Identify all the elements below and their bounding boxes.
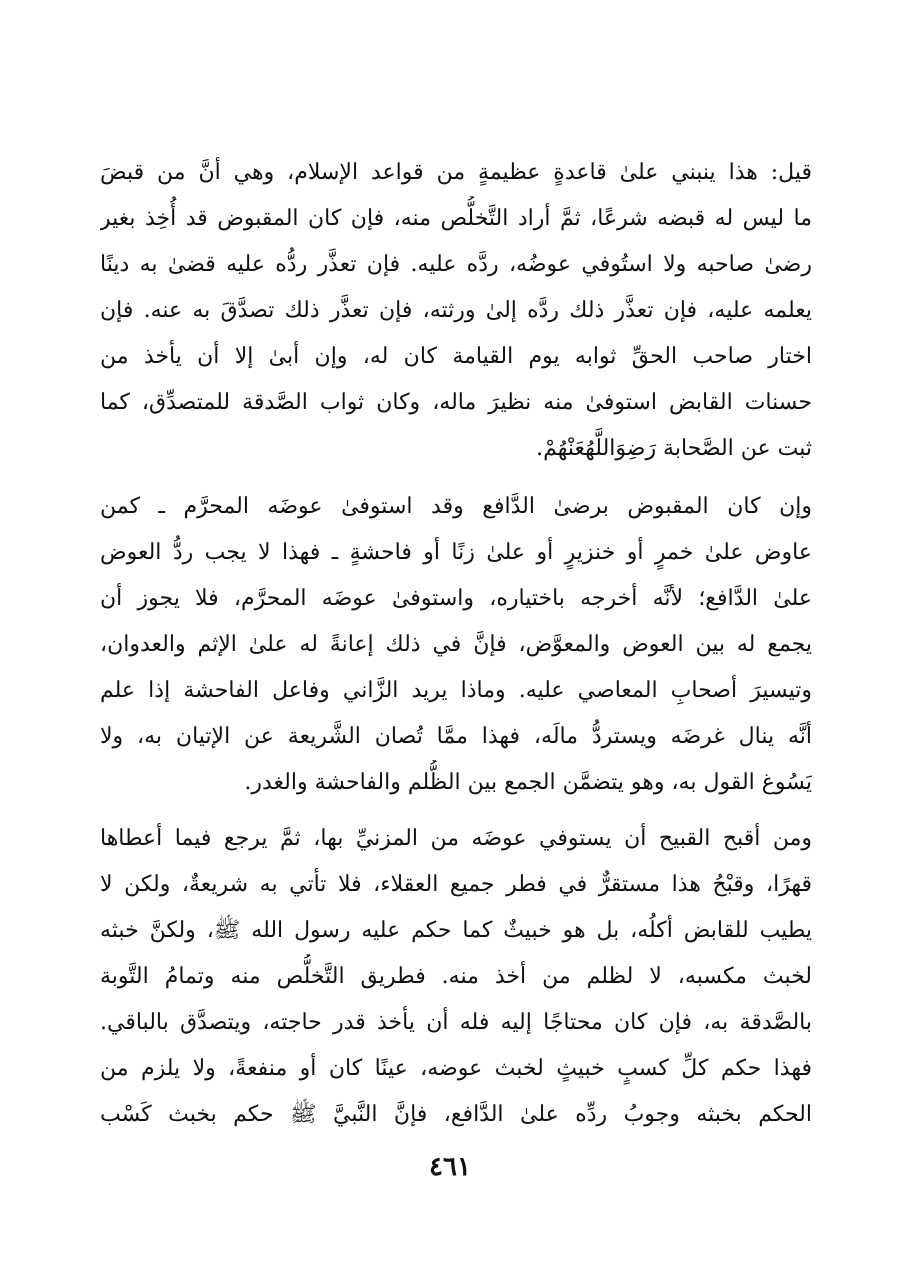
paragraph-line: حسنات القابض استوفىٰ منه نظيرَ ماله، وكان ثواب الصَّدقة للمتصدِّق، كما bbox=[100, 390, 812, 415]
paragraph-line: بالصَّدقة به، فإن كان محتاجًا إليه فله أن يأخذ قدر حاجته، ويتصدَّق بالباقي. bbox=[100, 1010, 812, 1035]
paragraph-line: يَسُوغ القول به، وهو يتضمَّن الجمع بين الظُّلم والفاحشة والغدر. bbox=[244, 770, 812, 795]
paragraph-line: ثبت عن الصَّحابة رَضِوَاللَّهُعَنْهُمْ. bbox=[536, 436, 812, 461]
paragraph-line: ما ليس له قبضه شرعًا، ثمَّ أراد التَّخلُّص منه، فإن كان المقبوض قد أُخِذ بغير bbox=[100, 206, 812, 231]
paragraph-line: وإن كان المقبوض برضىٰ الدَّافع وقد استوفىٰ عوضَه المحرَّم ـ كمن bbox=[100, 494, 812, 519]
paragraph-line: وتيسيرَ أصحابِ المعاصي عليه. وماذا يريد الزَّاني وفاعل الفاحشة إذا علم bbox=[100, 678, 812, 703]
paragraph-3 bbox=[100, 816, 812, 1138]
paragraph-line: قهرًا، وقبْحُ هذا مستقرٌّ في فطر جميع العقلاء، فلا تأتي به شريعةٌ، ولكن لا bbox=[100, 872, 812, 897]
paragraph-line: يجمع له بين العوض والمعوَّض، فإنَّ في ذلك إعانةً له علىٰ الإثم والعدوان، bbox=[100, 632, 812, 657]
paragraph-line: الحكم بخبثه وجوبُ ردِّه علىٰ الدَّافع، فإنَّ النَّبيَّ ﷺ حكم بخبث كَسْب bbox=[100, 1102, 812, 1127]
paragraph-line: علىٰ الدَّافع؛ لأنَّه أخرجه باختياره، واستوفىٰ عوضَه المحرَّم، فلا يجوز أن bbox=[100, 586, 812, 611]
paragraph-line: رضىٰ صاحبه ولا استُوفي عوضُه، ردَّه عليه. فإن تعذَّر ردُّه عليه قضىٰ به دينًا bbox=[100, 252, 812, 277]
paragraph-line: اختار صاحب الحقِّ ثوابه يوم القيامة كان له، وإن أبىٰ إلا أن يأخذ من bbox=[100, 344, 812, 369]
paragraph-1 bbox=[100, 150, 812, 472]
paragraph-line: عاوض علىٰ خمرٍ أو خنزيرٍ أو علىٰ زنًا أو فاحشةٍ ـ فهذا لا يجب ردُّ العوض bbox=[100, 540, 812, 565]
paragraph-line: قيل: هذا ينبني علىٰ قاعدةٍ عظيمةٍ من قواعد الإسلام، وهي أنَّ من قبضَ bbox=[100, 160, 812, 185]
paragraph-2 bbox=[100, 484, 812, 806]
paragraph-line: أنَّه ينال غرضَه ويستردُّ مالَه، فهذا ممَّا تُصان الشَّريعة عن الإتيان به، ولا bbox=[100, 724, 812, 749]
paragraph-line: لخبث مكسبه، لا لظلم من أخذ منه. فطريق التَّخلُّص منه وتمامُ التَّوبة bbox=[100, 964, 812, 989]
paragraph-line: ومن أقبح القبيح أن يستوفي عوضَه من المزنيِّ بها، ثمَّ يرجع فيما أعطاها bbox=[100, 826, 812, 851]
paragraph-line: يطيب للقابض أكلُه، بل هو خبيثٌ كما حكم عليه رسول الله ﷺ، ولكنَّ خبثه bbox=[100, 918, 812, 943]
page-number: ٤٦١ bbox=[429, 1152, 471, 1182]
paragraph-line: يعلمه عليه، فإن تعذَّر ذلك ردَّه إلىٰ ورثته، فإن تعذَّر ذلك تصدَّقَ به عنه. فإن bbox=[100, 298, 812, 323]
paragraph-line: فهذا حكم كلِّ كسبٍ خبيثٍ لخبث عوضه، عينًا كان أو منفعةً، ولا يلزم من bbox=[100, 1056, 812, 1081]
